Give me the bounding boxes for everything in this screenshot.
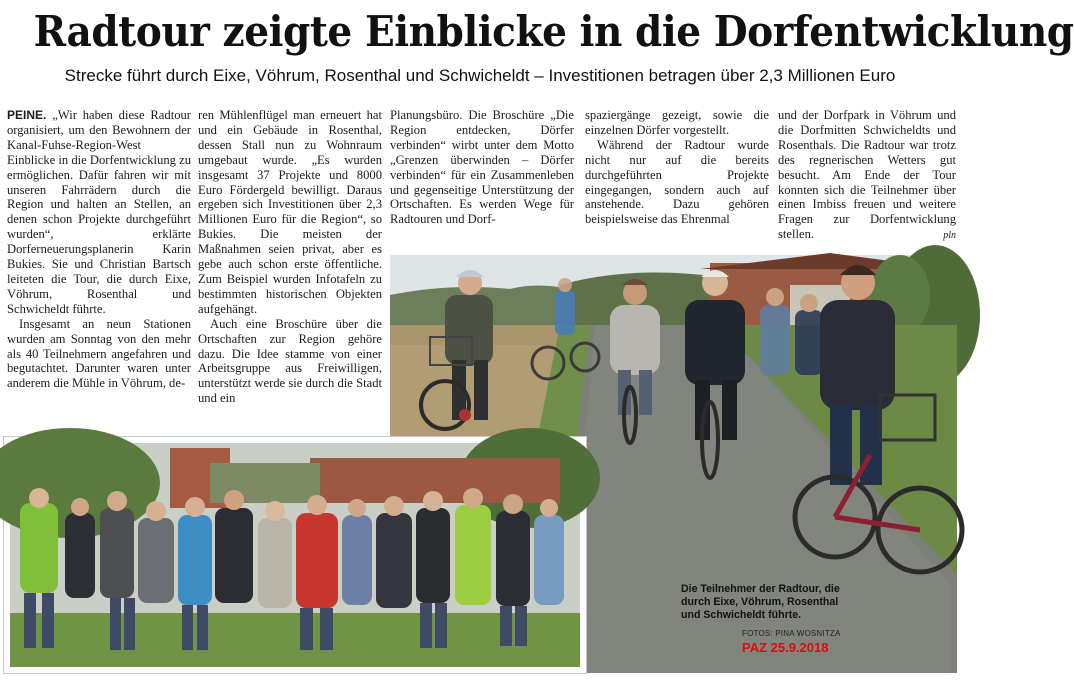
article-column-3	[390, 108, 574, 238]
photo-caption: Die Teilnehmer der Radtour, die durch Eixe, Vöhrum, Rosenthal und Schwicheldt führte.	[681, 583, 840, 621]
group-illustration	[10, 443, 580, 667]
article-column-5	[778, 108, 956, 242]
photo-group	[10, 443, 580, 667]
photo-group-frame	[4, 437, 586, 673]
subheadline: Strecke führt durch Eixe, Vöhrum, Rosenthal und Schwicheldt – Investitionen betragen über 2,3 Millionen Euro	[64, 66, 896, 85]
paragraph: Auch eine Broschüre über die Ortschaften zur Region gehöre dazu. Die Idee stamme von einer Arbeitsgruppe aus Freiwilligen, unterstützt werde sie durch die Stadt und ein	[198, 316, 382, 406]
author-initials: pln	[943, 230, 956, 242]
source-stamp: PAZ 25.9.2018	[742, 640, 829, 655]
article-column-1	[7, 108, 191, 430]
paragraph: und der Dorfpark in Vöhrum und die Dorfmitten Schwicheldts und Rosenthals. Die Radtour war trotz des regnerischen Wetters gut besucht. Am Ende der Tour konnten sich die Teilnehmer über einen Imbiss freuen und weitere Fragen zur Dorfentwicklung stellen.	[778, 108, 956, 242]
paragraph: „Wir haben diese Radtour organisiert, um den Bewohnern der Kanal-Fuhse-Region-West Einblicke in die Dorfentwicklung zu ermöglichen. Dafür fahren wir mit unseren Fahrrädern durch die Region und halten an Stellen, an denen schon Projekte durchgeführt wurden“, erklärte Dorferneuerungsplanerin Karin Bukies. Sie und Christian Bartsch leiteten die Tour, die durch Eixe, Vöhrum, Rosenthal und Schwicheldt führte.	[7, 108, 191, 316]
paragraph: Insgesamt an neun Stationen wurden am Sonntag von den mehr als 40 Teilnehmern angefahren und begutachtet. Darunter waren unter anderem die Mühle in Vöhrum, de-	[7, 316, 191, 391]
paragraph: ren Mühlenflügel man erneuert hat und ein Gebäude in Rosenthal, dessen Stall nun zu Wohnraum umgebaut wurde. „Es wurden insgesamt 37 Projekte und 8000 Euro Fördergeld bewilligt. Daraus ergeben sich Investitionen über 2,3 Millionen Euro für die Region“, so Bukies. Die meisten der Maßnahmen seien privat, aber es gebe auch schon erste öffentliche. Zum Beispiel wurden Infotafeln zu bestimmten historischen Objekten aufgehängt.	[198, 108, 382, 316]
article-column-2	[198, 108, 382, 430]
photo-credit: FOTOS: PINA WOSNITZA	[742, 629, 841, 638]
paragraph: spaziergänge gezeigt, sowie die einzelnen Dörfer vorgestellt.	[585, 108, 769, 137]
headline: Radtour zeigte Einblicke in die Dorfentwicklung	[33, 7, 1074, 56]
paragraph: Planungsbüro. Die Broschüre „Die Region entdecken, Dörfer verbinden“ wirbt unter dem Motto „Grenzen überwinden – Dörfer verbinden“ für ein Zusammenleben und gegenseitige Unterstützung der Ortschaften. Es werden Wege für Radtouren und Dorf-	[390, 108, 574, 227]
paragraph: Während der Radtour wurde nicht nur auf die bereits durchgeführten Projekte eingegangen, sondern auch auf anstehende. Dazu gehören beispielsweise das Ehrenmal	[585, 137, 769, 227]
article-column-4	[585, 108, 769, 238]
dateline: PEINE.	[7, 108, 47, 122]
